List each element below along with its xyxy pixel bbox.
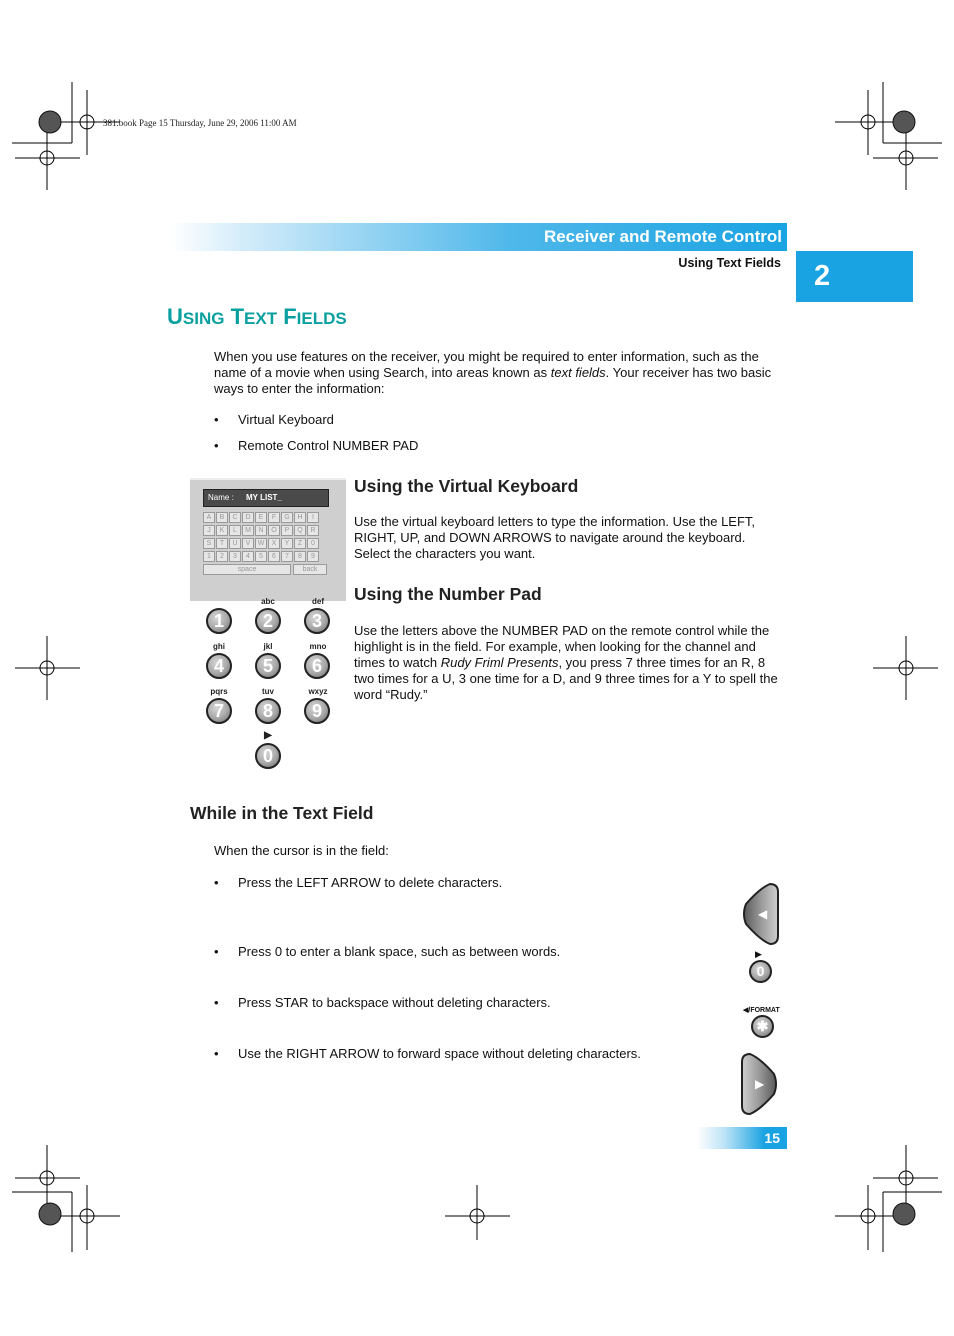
keyboard-key: T: [216, 538, 228, 549]
virtual-keyboard-image: [190, 478, 346, 601]
zero-play-icon: ▶: [755, 949, 762, 959]
keyboard-key: Y: [281, 538, 293, 549]
numpad-key-7: 7: [206, 698, 232, 724]
title-rest-2: EXT: [244, 309, 278, 328]
keyboard-key: V: [242, 538, 254, 549]
zero-button-icon: 0: [749, 960, 772, 983]
numpad-key-0: 0: [255, 743, 281, 769]
bullet-dot: •: [214, 438, 219, 453]
keyboard-key: S: [203, 538, 215, 549]
svg-text:▶: ▶: [755, 1077, 765, 1091]
bullet-dot: •: [214, 944, 219, 959]
keyboard-key: X: [268, 538, 280, 549]
header-subtitle: Using Text Fields: [678, 256, 781, 270]
keyboard-key: 6: [268, 551, 280, 562]
keyboard-key: I: [307, 512, 319, 523]
numpad-letters-ghi: ghi: [213, 642, 225, 651]
intro-line-3: ways to enter the information:: [214, 381, 385, 396]
heading-number-pad: Using the Number Pad: [354, 584, 542, 604]
keyboard-key: 0: [307, 538, 319, 549]
keyboard-key: F: [268, 512, 280, 523]
intro-line-2: name of a movie when using Search, into areas known as text fields. Your receiver has two basic: [214, 365, 772, 380]
keyboard-key: C: [229, 512, 241, 523]
keyboard-key: 8: [294, 551, 306, 562]
title-rest-1: SING: [182, 309, 225, 328]
numpad-key-1: 1: [206, 608, 232, 634]
keyboard-row: [203, 512, 328, 524]
intro-paragraph: [214, 349, 794, 397]
title-rest-3: IELDS: [296, 309, 347, 328]
keyboard-row: [203, 551, 328, 563]
numpad-key-8: 8: [255, 698, 281, 724]
numpad-letters-abc: abc: [261, 597, 275, 606]
number-pad-paragraph: Use the letters above the NUMBER PAD on the remote control while the highlight is in the field. For example, when looking for the channel and times to watch Rudy Friml Presents, you press 7 three times for an R, 8 two times for a U, 3 one time for a D, and 9 three times for a Y to spell the word “Rudy.”: [354, 623, 778, 702]
numpad-key-4: 4: [206, 653, 232, 679]
numpad-letters-def: def: [312, 597, 324, 606]
keyboard-key: 9: [307, 551, 319, 562]
numpad-letters-mno: mno: [309, 642, 327, 651]
keyboard-key: B: [216, 512, 228, 523]
keyboard-key: Q: [294, 525, 306, 536]
numpad-letters-pqrs: pqrs: [210, 687, 228, 696]
page-title: [167, 304, 347, 330]
numpad-key-6: 6: [304, 653, 330, 679]
keyboard-key: H: [294, 512, 306, 523]
heading-virtual-keyboard: Using the Virtual Keyboard: [354, 476, 579, 496]
keyboard-key: W: [255, 538, 267, 549]
star-button-icon: ✱: [751, 1015, 774, 1038]
heading-text-field: While in the Text Field: [190, 803, 374, 823]
keyboard-key: R: [307, 525, 319, 536]
svg-text:◀: ◀: [758, 907, 768, 921]
keyboard-key: 4: [242, 551, 254, 562]
bullet-dot: •: [214, 875, 219, 890]
keyboard-key: L: [229, 525, 241, 536]
keyboard-key: M: [242, 525, 254, 536]
header-title: Receiver and Remote Control: [543, 227, 782, 246]
bullet-dot: •: [214, 1046, 219, 1061]
keyboard-row: [203, 538, 328, 550]
numpad-key-3: 3: [304, 608, 330, 634]
numpad-key-5: 5: [255, 653, 281, 679]
bullet-dot: •: [214, 412, 219, 427]
keyboard-key: K: [216, 525, 228, 536]
keyboard-back-key: back: [293, 564, 327, 575]
keyboard-key: P: [281, 525, 293, 536]
numpad-key-2: 2: [255, 608, 281, 634]
keyboard-key: 1: [203, 551, 215, 562]
keyboard-space-key: space: [203, 564, 291, 575]
number-pad-image: [190, 596, 350, 776]
intro-line-1: When you use features on the receiver, you might be required to enter information, such as the: [214, 349, 759, 364]
chapter-number: 2: [814, 260, 831, 292]
numpad-letters-jkl: jkl: [263, 642, 273, 651]
header-bar: [170, 223, 787, 251]
text-field-intro: When the cursor is in the field:: [214, 843, 389, 858]
numpad-letters-tuv: tuv: [262, 687, 274, 696]
keyboard-key: 3: [229, 551, 241, 562]
keyboard-key: D: [242, 512, 254, 523]
title-cap-3: F: [283, 304, 297, 329]
keyboard-name-field: Name : MY LIST_: [203, 489, 329, 507]
numpad-play-icon: ▶: [264, 730, 272, 741]
right-arrow-button-icon: [740, 1052, 780, 1116]
keyboard-key: N: [255, 525, 267, 536]
keyboard-key: Z: [294, 538, 306, 549]
keyboard-key: E: [255, 512, 267, 523]
keyboard-key: 7: [281, 551, 293, 562]
intro-italic: text fields: [550, 365, 606, 380]
virtual-keyboard-paragraph: Use the virtual keyboard letters to type the information. Use the LEFT, RIGHT, UP, and DOWN ARROWS to navigate around the keyboard. Select the characters you want.: [354, 514, 756, 561]
keyboard-row: [203, 525, 328, 537]
title-cap-1: U: [167, 304, 183, 329]
numpad-key-9: 9: [304, 698, 330, 724]
print-meta: 381.book Page 15 Thursday, June 29, 2006 11:00 AM: [103, 118, 297, 128]
keyboard-grid: [203, 512, 328, 564]
keyboard-key: A: [203, 512, 215, 523]
footer-bar: [697, 1127, 787, 1149]
numpad-letters-wxyz: wxyz: [308, 687, 328, 696]
chapter-tab: [796, 251, 913, 302]
keyboard-key: 5: [255, 551, 267, 562]
keyboard-key: O: [268, 525, 280, 536]
keyboard-key: J: [203, 525, 215, 536]
page-number: 15: [764, 1130, 780, 1146]
format-label: ◀/FORMAT: [743, 1007, 780, 1014]
left-arrow-button-icon: [740, 882, 780, 946]
number-pad-italic: Rudy Friml Presents: [440, 655, 559, 670]
bullet-dot: •: [214, 995, 219, 1010]
keyboard-key: 2: [216, 551, 228, 562]
title-cap-2: T: [230, 304, 245, 329]
keyboard-key: G: [281, 512, 293, 523]
keyboard-key: U: [229, 538, 241, 549]
